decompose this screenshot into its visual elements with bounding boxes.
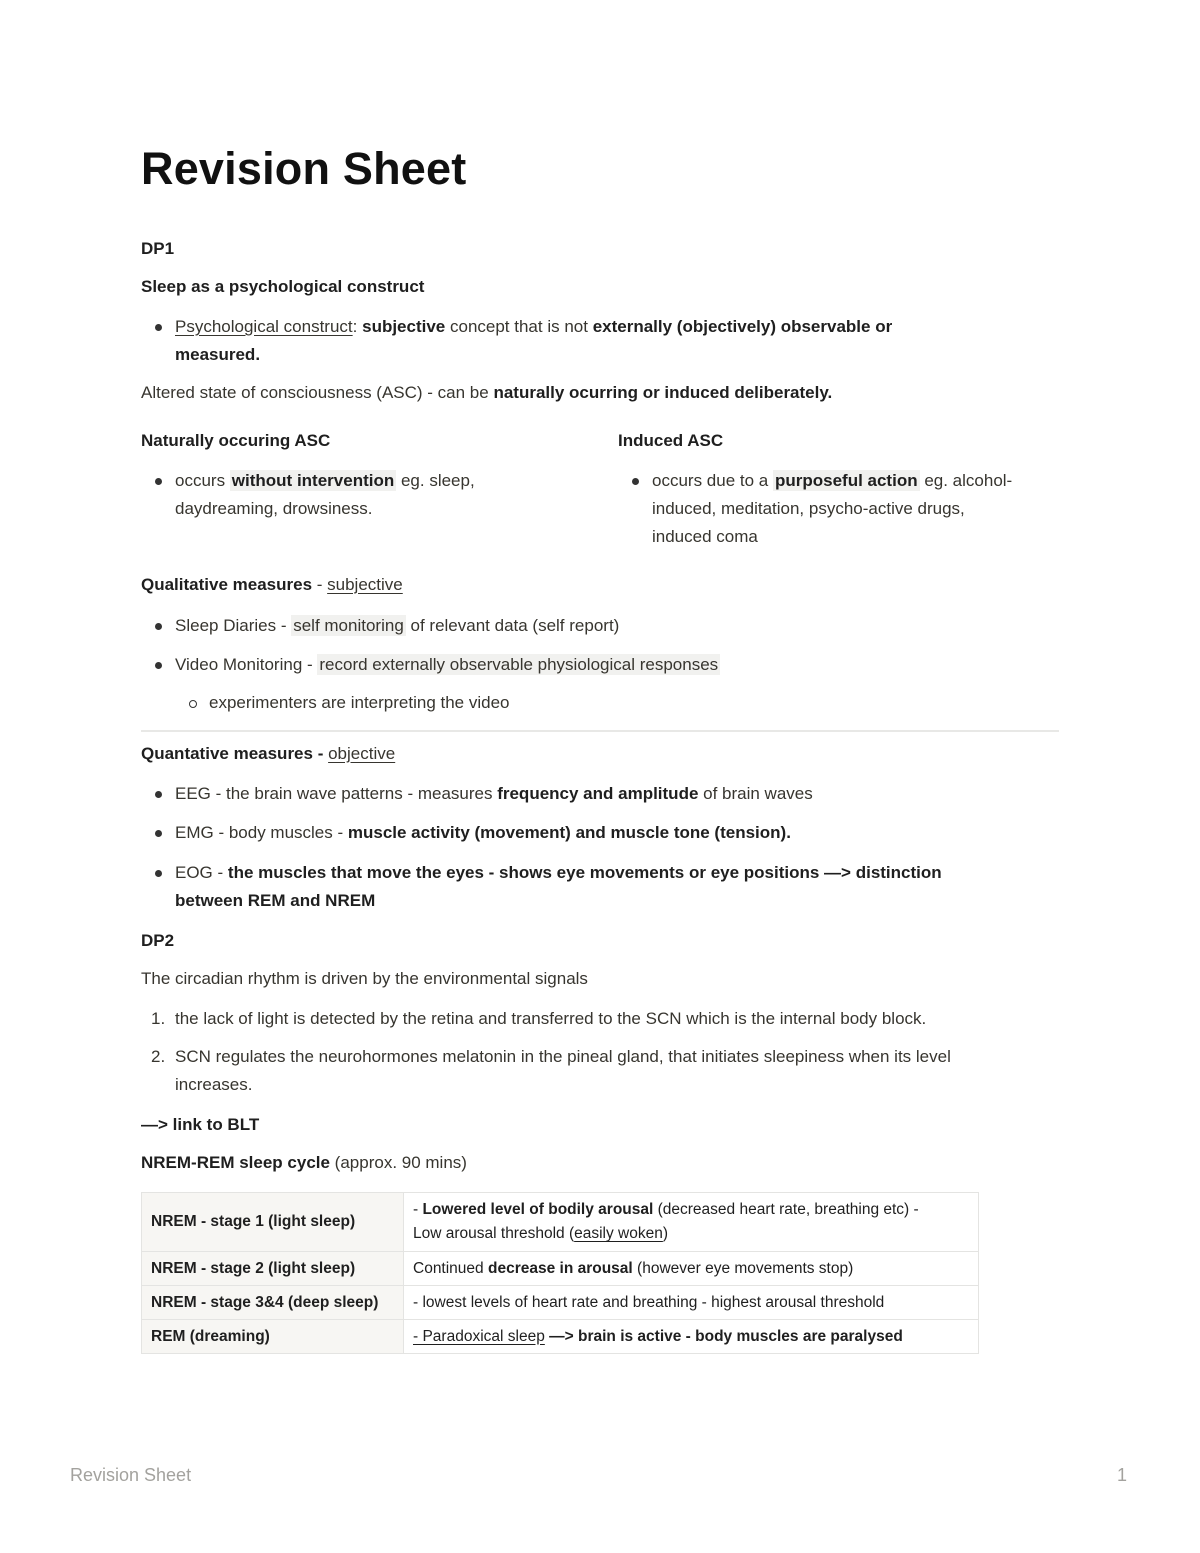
list-item: Sleep Diaries - self monitoring of relevant data (self report) <box>175 616 620 635</box>
link-to-blt: —> link to BLT <box>141 1115 260 1134</box>
bullet-icon <box>155 870 162 877</box>
table-cell-description: - Lowered level of bodily arousal (decreased heart rate, breathing etc) - Low arousal threshold (easily woken) <box>404 1193 979 1252</box>
sleep-stages-table <box>141 1192 979 1354</box>
dp2-heading: DP2 <box>141 931 175 950</box>
table-cell-stage: NREM - stage 2 (light sleep) <box>142 1252 404 1286</box>
list-number: 2. <box>151 1047 166 1066</box>
qualitative-heading: Qualitative measures - subjective <box>141 575 403 594</box>
bullet-icon <box>155 830 162 837</box>
table-row <box>142 1320 979 1354</box>
hollow-bullet-icon <box>189 700 197 708</box>
table-row <box>142 1252 979 1286</box>
bullet-icon <box>155 662 162 669</box>
list-item: Video Monitoring - record externally observable physiological responses <box>175 655 719 674</box>
sleep-cycle-heading: NREM-REM sleep cycle (approx. 90 mins) <box>141 1153 467 1172</box>
list-number: 1. <box>151 1009 166 1028</box>
natural-asc-item: occurs without intervention eg. sleep, <box>175 471 475 490</box>
table-row <box>142 1286 979 1320</box>
dp1-heading: DP1 <box>141 239 175 258</box>
induced-asc-item: occurs due to a purposeful action eg. alcohol- <box>652 471 1013 490</box>
induced-asc-item-cont: induced, meditation, psycho-active drugs, <box>652 499 965 518</box>
table-cell-stage: NREM - stage 1 (light sleep) <box>142 1193 404 1252</box>
table-row <box>142 1193 979 1252</box>
table-cell-stage: REM (dreaming) <box>142 1320 404 1354</box>
page-title: Revision Sheet <box>141 143 467 194</box>
numbered-item: the lack of light is detected by the retina and transferred to the SCN which is the internal body block. <box>175 1009 927 1028</box>
induced-asc-item-cont2: induced coma <box>652 527 758 546</box>
quantitative-heading: Quantative measures - objective <box>141 744 396 763</box>
list-item: EEG - the brain wave patterns - measures frequency and amplitude of brain waves <box>175 784 813 803</box>
table-cell-description: - Paradoxical sleep —> brain is active - body muscles are paralysed <box>404 1320 979 1354</box>
numbered-item: SCN regulates the neurohormones melatonin in the pineal gland, that initiates sleepiness when its level <box>175 1047 951 1066</box>
table-cell-stage: NREM - stage 3&4 (deep sleep) <box>142 1286 404 1320</box>
construct-definition-cont: measured. <box>175 345 261 364</box>
footer-title: Revision Sheet <box>70 1465 192 1485</box>
divider <box>141 730 1059 732</box>
bullet-icon <box>632 478 639 485</box>
page-number: 1 <box>1117 1465 1128 1485</box>
list-item: EMG - body muscles - muscle activity (movement) and muscle tone (tension). <box>175 823 791 842</box>
induced-asc-heading: Induced ASC <box>618 431 724 450</box>
dp2-intro: The circadian rhythm is driven by the environmental signals <box>141 969 588 988</box>
asc-definition: Altered state of consciousness (ASC) - can be naturally ocurring or induced deliberately. <box>141 383 833 402</box>
table-cell-description: - lowest levels of heart rate and breathing - highest arousal threshold <box>404 1286 979 1320</box>
bullet-icon <box>155 478 162 485</box>
bullet-icon <box>155 324 162 331</box>
sub-list-item: experimenters are interpreting the video <box>209 693 510 712</box>
natural-asc-heading: Naturally occuring ASC <box>141 431 331 450</box>
numbered-item-cont: increases. <box>175 1075 253 1094</box>
list-item: EOG - the muscles that move the eyes - shows eye movements or eye positions —> distinction <box>175 863 942 882</box>
list-item-cont: between REM and NREM <box>175 891 376 910</box>
construct-definition: Psychological construct: subjective concept that is not externally (objectively) observable or <box>175 317 893 336</box>
table-cell-description: Continued decrease in arousal (however eye movements stop) <box>404 1252 979 1286</box>
bullet-icon <box>155 791 162 798</box>
sleep-construct-heading: Sleep as a psychological construct <box>141 277 425 296</box>
bullet-icon <box>155 623 162 630</box>
natural-asc-item-cont: daydreaming, drowsiness. <box>175 499 373 518</box>
